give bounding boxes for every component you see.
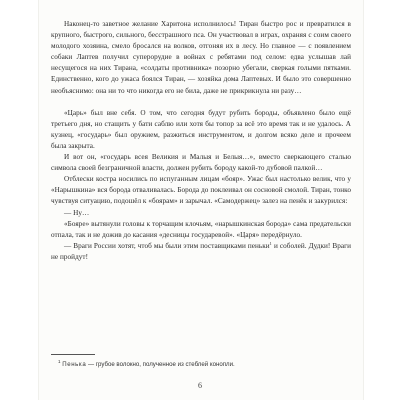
- footnote-divider: [51, 354, 95, 355]
- footnote-marker: 1: [58, 359, 61, 364]
- paragraph-1: Наконец-то заветное желание Харитона исполнилось! Тиран быстро рос и превратился в крупного, быстрого, сильного, бесстрашного пса. Он участвовал в играх, охраняя с соим своего молодого хозяина, смело бросался на волков, отгоняя их в лесу. Но главное — с появлением собаки Лаптев получил суперорудие в войнах с ребятами под селом: едва услышав лай несущегося на них Тирана, «солдаты противника» позорно убегали, сверкая голыми пятками. Единственно, кого до ужаса боялся Тиран, — хозяйка дома Лаптевых. И было это совершенно необъяснимо: она ни то что никогда его не била, даже не прикрикнула ни разу…: [51, 20, 351, 95]
- page-body: [51, 19, 351, 263]
- section-gap: [51, 97, 351, 108]
- footnote-text: — грубое волокно, полученное из стеблей конопли.: [86, 361, 235, 368]
- page-number: 6: [198, 381, 202, 390]
- paragraph-4: Отблески костра носились по испуганным лицам «бояр». Ужас был настолько велик, что у «Нарышкина» вся борода отваливалась. Борода до поклеивал он сосновой смолой. Тиран, тонко чувствуя ситуацию, подошёл к «боярам» и зарычал. «Самодержец» залез на пенёк и закурился:: [51, 175, 351, 206]
- paragraph-3: И вот он, «государь всея Великия и Малыя и Белыя…», вместо сверкающего сталью символа своей безграничной власти, должен рубить бороду какой-то дубовой палкой…: [51, 153, 351, 173]
- footnote-reference: 1: [269, 240, 272, 246]
- footnote: [51, 361, 358, 369]
- footnote-term: Пенька: [62, 361, 87, 368]
- paragraph-2: «Царь» был вне себя. О том, что сегодня будут рубить бороды, объявлено было ещё третьего дня, но стащить у бати саблю или хотя бы топор за всё это время так и не удалось. А кузнец, «государь» был оружием, разжиться инструментом, и долгом всяко деле и прочеем была закрыта.: [51, 108, 351, 150]
- paragraph-5: — Ну…: [64, 208, 90, 217]
- paragraph-6: «Бояре» вытянули головы к торчащим клочьям, «нарышкинская борода» сама предательски отпала, так и не дожив до касания «десницы государевой». «Царя» передёрнуло.: [51, 219, 351, 239]
- paragraph-7-text: — Враги России хотят, чтоб мы были этим поставщиками пеньки$^1$ и соболей. Дудки! Враги не пройдут!: [51, 240, 351, 261]
- paragraph-7: [51, 241, 351, 263]
